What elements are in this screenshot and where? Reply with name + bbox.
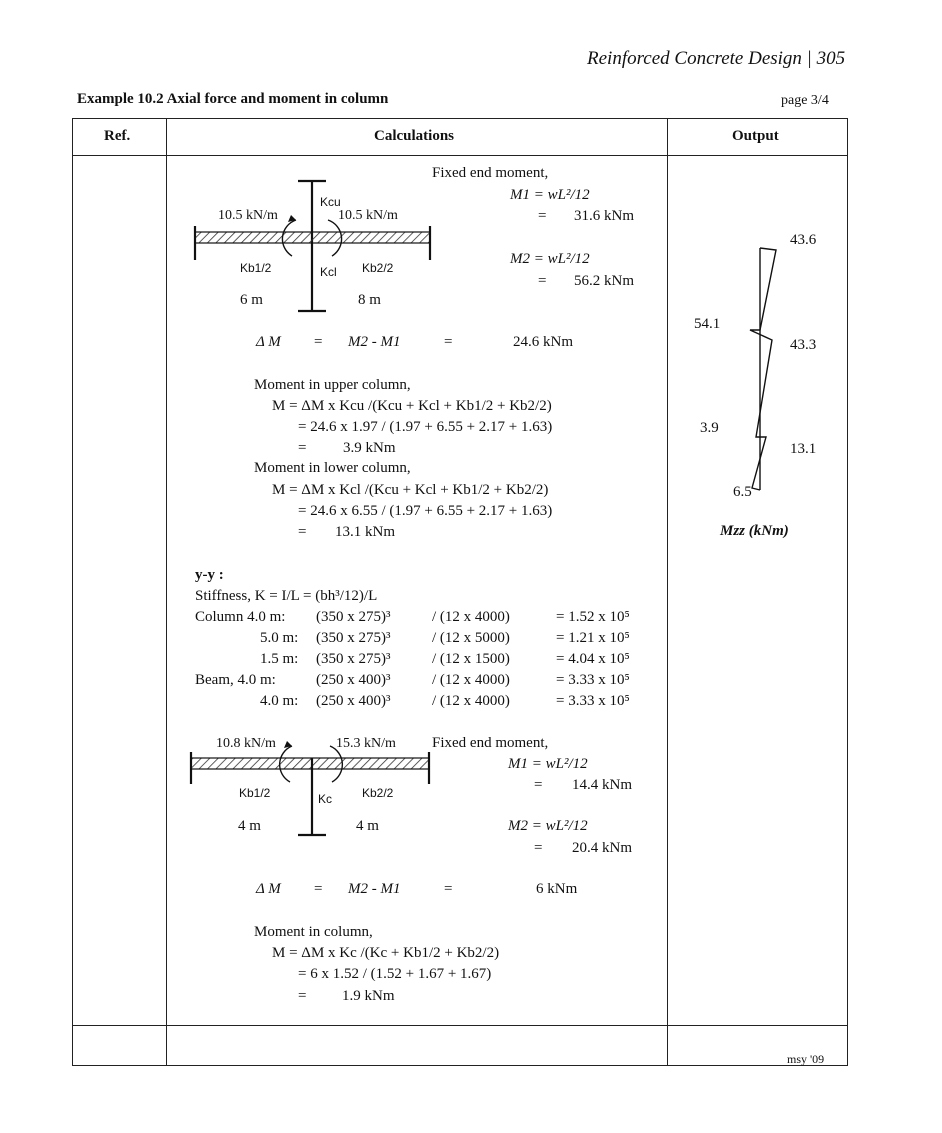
dm2-equals-2: = (444, 881, 453, 897)
column-moment-equals: = (298, 988, 307, 1004)
upper-column-equation: M = ΔM x Kcu /(Kcu + Kcl + Kb1/2 + Kb2/2) (272, 398, 552, 414)
span2-left-label: 4 m (238, 818, 261, 834)
kcu-label: Kcu (320, 195, 341, 209)
dm2-lhs: Δ M (256, 881, 281, 897)
output-value-54-1: 54.1 (694, 316, 721, 332)
span2-right-label: 4 m (356, 818, 379, 834)
ref-column-header: Ref. (104, 128, 131, 144)
stiffness-row-1-divisor: / (12 x 4000) (432, 609, 510, 625)
stiffness-row-2-label: 5.0 m: (260, 630, 299, 646)
stiffness-row-3-result: = 4.04 x 10⁵ (556, 651, 630, 667)
fem1-m2-equals: = (538, 273, 547, 289)
fem1-m1-equation: M1 = wL²/12 (510, 187, 590, 203)
output-value-43-3: 43.3 (790, 337, 817, 353)
upper-column-value: 3.9 kNm (343, 440, 396, 456)
fem2-m1-equation: M1 = wL²/12 (508, 756, 588, 772)
fem1-m1-value: 31.6 kNm (574, 208, 634, 224)
beam-diagram-1 (195, 181, 430, 311)
stiffness-row-5-label: 4.0 m: (260, 693, 299, 709)
kb2-label: Kb2/2 (362, 261, 394, 275)
dm2-equals: = (314, 881, 323, 897)
output-value-43-6: 43.6 (790, 232, 817, 248)
span-left-label: 6 m (240, 292, 263, 308)
dm2-equation: M2 - M1 (348, 881, 401, 897)
stiffness-row-4-label: Beam, 4.0 m: (195, 672, 276, 688)
yy-label: y-y : (195, 567, 224, 583)
output-value-13-1: 13.1 (790, 441, 817, 457)
fem2-m1-equals: = (534, 777, 543, 793)
dm2-value: 6 kNm (536, 881, 578, 897)
fem1-m2-equation: M2 = wL²/12 (510, 251, 590, 267)
fem2-m1-value: 14.4 kNm (572, 777, 632, 793)
stiffness-row-4-section: (250 x 400)³ (316, 672, 391, 688)
stiffness-row-4-result: = 3.33 x 10⁵ (556, 672, 630, 688)
dm1-equals-2: = (444, 334, 453, 350)
fem1-heading: Fixed end moment, (432, 165, 549, 181)
span-right-label: 8 m (358, 292, 381, 308)
stiffness-row-3-divisor: / (12 x 1500) (432, 651, 510, 667)
upper-column-title: Moment in upper column, (254, 377, 411, 393)
page-number: page 3/4 (781, 93, 829, 108)
load2-right-label: 15.3 kN/m (336, 736, 396, 751)
lower-column-title: Moment in lower column, (254, 460, 411, 476)
column-moment-equation: M = ΔM x Kc /(Kc + Kb1/2 + Kb2/2) (272, 945, 500, 961)
kcl-label: Kcl (320, 265, 337, 279)
moment-diagram-caption: Mzz (kNm) (720, 523, 789, 539)
kb1-label: Kb1/2 (240, 261, 272, 275)
lower-column-equation: M = ΔM x Kcl /(Kcu + Kcl + Kb1/2 + Kb2/2) (272, 482, 549, 498)
upper-column-equals: = (298, 440, 307, 456)
moment-diagram (750, 248, 776, 490)
lower-column-substitution: = 24.6 x 6.55 / (1.97 + 6.55 + 2.17 + 1.63) (298, 503, 553, 519)
fem2-m2-equation: M2 = wL²/12 (508, 818, 588, 834)
stiffness-row-1-label: Column 4.0 m: (195, 609, 286, 625)
stiffness-row-5-divisor: / (12 x 4000) (432, 693, 510, 709)
column-moment-substitution: = 6 x 1.52 / (1.52 + 1.67 + 1.67) (298, 966, 492, 982)
stiffness-row-3-label: 1.5 m: (260, 651, 299, 667)
lower-column-equals: = (298, 524, 307, 540)
stiffness-row-1-section: (350 x 275)³ (316, 609, 391, 625)
book-running-header: Reinforced Concrete Design | 305 (587, 48, 846, 69)
dm1-equals: = (314, 334, 323, 350)
load-right-label: 10.5 kN/m (338, 208, 398, 223)
dm1-value: 24.6 kNm (513, 334, 573, 350)
fem2-heading: Fixed end moment, (432, 735, 549, 751)
stiffness-equation: Stiffness, K = I/L = (bh³/12)/L (195, 588, 378, 604)
load2-left-label: 10.8 kN/m (216, 736, 276, 751)
fem1-m2-value: 56.2 kNm (574, 273, 634, 289)
stiffness-row-3-section: (350 x 275)³ (316, 651, 391, 667)
load-left-label: 10.5 kN/m (218, 208, 278, 223)
kc-label: Kc (318, 792, 333, 806)
footer-initials: msy '09 (787, 1052, 825, 1066)
stiffness-row-5-result: = 3.33 x 10⁵ (556, 693, 630, 709)
stiffness-row-2-result: = 1.21 x 10⁵ (556, 630, 630, 646)
dm1-equation: M2 - M1 (348, 334, 401, 350)
stiffness-row-4-divisor: / (12 x 4000) (432, 672, 510, 688)
fem2-m2-value: 20.4 kNm (572, 840, 632, 856)
fem1-m1-equals: = (538, 208, 547, 224)
calculations-column-header: Calculations (374, 128, 455, 144)
column-moment-value: 1.9 kNm (342, 988, 395, 1004)
kb2-label-2: Kb2/2 (362, 786, 394, 800)
stiffness-row-2-section: (350 x 275)³ (316, 630, 391, 646)
example-title: Example 10.2 Axial force and moment in column (77, 91, 389, 107)
fem2-m2-equals: = (534, 840, 543, 856)
output-column-header: Output (732, 128, 779, 144)
stiffness-row-2-divisor: / (12 x 5000) (432, 630, 510, 646)
column-moment-title: Moment in column, (254, 924, 373, 940)
dm1-lhs: Δ M (256, 334, 281, 350)
lower-column-value: 13.1 kNm (335, 524, 395, 540)
stiffness-row-5-section: (250 x 400)³ (316, 693, 391, 709)
output-value-6-5: 6.5 (733, 484, 752, 500)
kb1-label-2: Kb1/2 (239, 786, 271, 800)
stiffness-row-1-result: = 1.52 x 10⁵ (556, 609, 630, 625)
output-value-3-9: 3.9 (700, 420, 719, 436)
upper-column-substitution: = 24.6 x 1.97 / (1.97 + 6.55 + 2.17 + 1.63) (298, 419, 553, 435)
